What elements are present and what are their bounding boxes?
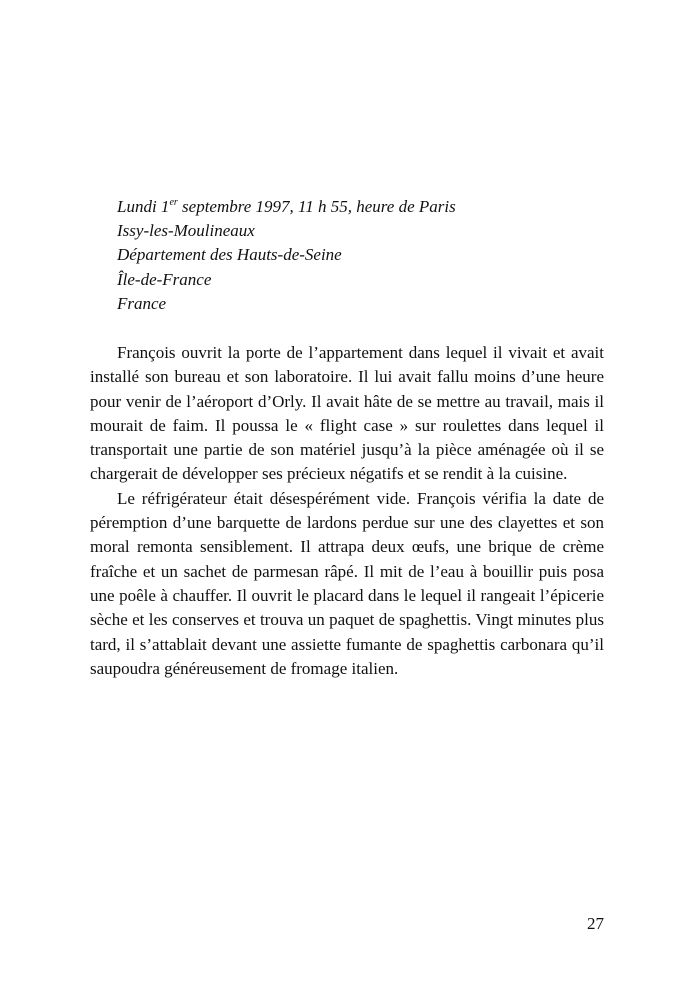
date-superscript: er: [169, 197, 178, 208]
date-line: [117, 195, 617, 219]
region-line: Île-de-France: [117, 269, 212, 289]
body-text: [90, 341, 604, 681]
paragraph: Le réfrigérateur était désespérément vide. François vérifia la date de péremption d’une barquette de lardons perdue sur une des clayettes et son moral remonta sensiblement. Il attrapa deux œufs, une brique de crème fraîche et un sachet de parmesan râpé. Il mit de l’eau à bouillir puis posa une poêle à chauffer. Il ouvrit le placard dans le lequel il rangeait l’épicerie sèche et les conserves et trouva un paquet de spaghettis. Vingt minutes plus tard, il s’attablait devant une assiette fumante de spaghettis carbonara qu’il saupoudra généreusement de fromage italien.: [90, 488, 604, 678]
date-prefix: Lundi 1: [117, 197, 170, 216]
country-line: France: [117, 293, 167, 313]
date-suffix: septembre 1997, 11 h 55, heure de Paris: [177, 197, 456, 216]
department-line: Département des Hauts-de-Seine: [117, 245, 342, 265]
chapter-header: [117, 195, 617, 316]
paragraph: François ouvrit la porte de l’appartement dans lequel il vivait et avait installé son bureau et son laboratoire. Il lui avait fallu moins d’une heure pour venir de l’aéroport d’Orly. Il avait hâte de se mettre au travail, mais il mourait de faim. Il poussa le « flight case » sur roulettes dans lequel il transportait une partie de son matériel jusqu’à la pièce aménagée où il se chargerait de développer ses précieux négatifs et se rendit à la cuisine.: [90, 343, 604, 484]
city-line: Issy-les-Moulineaux: [117, 221, 255, 241]
page-number: 27: [587, 914, 604, 933]
